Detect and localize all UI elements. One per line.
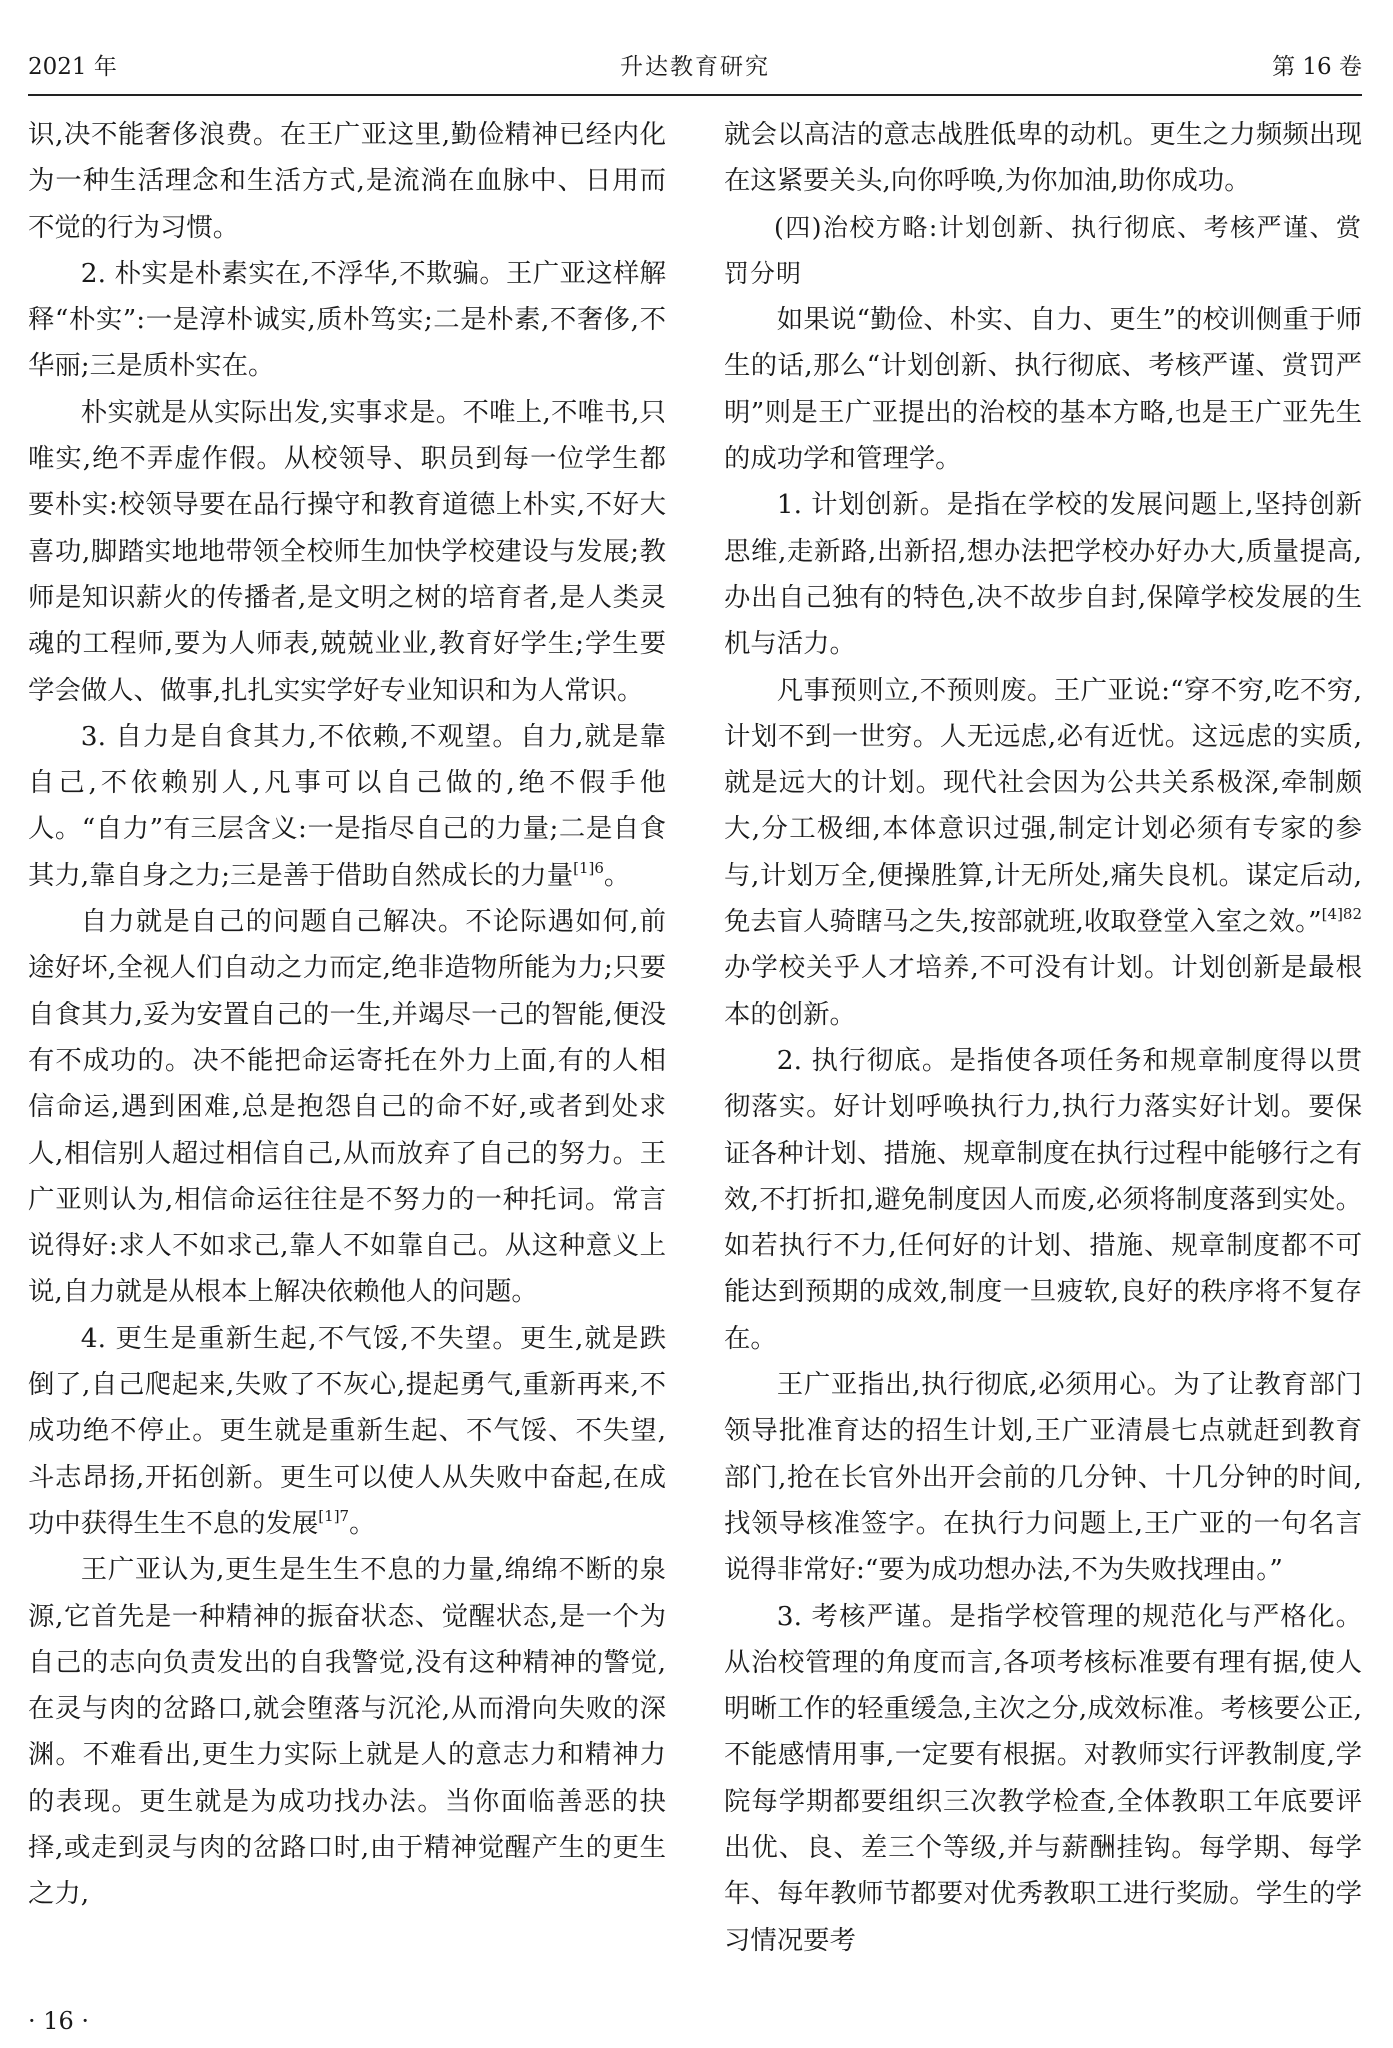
text-run: 。 <box>349 1507 376 1539</box>
text-run: 2. 执行彻底。是指使各项任务和规章制度得以贯彻落实。好计划呼唤执行力,执行力落实好计划。要保证各种计划、措施、规章制度在执行过程中能够行之有效,不打折扣,避免制度因人而废,必须将制度落到实处。如若执行不力,任何好的计划、措施、规章制度都不可能达到预期的成效,制度一旦疲软,良好的秩序将不复存在。 <box>724 1044 1362 1354</box>
header-year: 2021 年 <box>28 54 117 80</box>
text-run: 3. 考核严谨。是指学校管理的规范化与严格化。从治校管理的角度而言,各项考核标准要有理有据,使人明晰工作的轻重缓急,主次之分,成效标准。考核要公正,不能感情用事,一定要有根据。对教师实行评教制度,学院每学期都要组织三次教学检查,全体教职工年底要评出优、良、差三个等级,并与薪酬挂钩。每学期、每学年、每年教师节都要对优秀教职工进行奖励。学生的学习情况要考 <box>724 1600 1362 1956</box>
text-run: 4. 更生是重新生起,不气馁,不失望。更生,就是跌倒了,自己爬起来,失败了不灰心,提起勇气,重新再来,不成功绝不停止。更生就是重新生起、不气馁、不失望,斗志昂扬,开拓创新。更生可以使人从失败中奋起,在成功中获得生生不息的发展 <box>28 1322 666 1539</box>
text-run: 就会以高洁的意志战胜低卑的动机。更生之力频频出现在这紧要关头,向你呼唤,为你加油,助你成功。 <box>724 119 1362 197</box>
paragraph <box>724 1362 1362 1593</box>
right-column <box>724 112 1362 1964</box>
paragraph <box>724 482 1362 667</box>
paragraph <box>28 714 666 899</box>
text-run: 办学校关乎人才培养,不可没有计划。计划创新是最根本的创新。 <box>724 952 1362 1030</box>
text-run: 自力就是自己的问题自己解决。不论际遇如何,前途好坏,全视人们自动之力而定,绝非造物所能为力;只要自食其力,妥为安置自己的一生,并竭尽一己的智能,便没有不成功的。决不能把命运寄托在外力上面,有的人相信命运,遇到困难,总是抱怨自己的命不好,或者到处求人,相信别人超过相信自己,从而放弃了自己的努力。王广亚则认为,相信命运往往是不努力的一种托词。常言说得好:求人不如求己,靠人不如靠自己。从这种意义上说,自力就是从根本上解决依赖他人的问题。 <box>28 906 666 1308</box>
section-heading <box>724 205 1362 298</box>
text-run: 3. 自力是自食其力,不依赖,不观望。自力,就是靠自己,不依赖别人,凡事可以自己做的,绝不假手他人。“自力”有三层含义:一是指尽自己的力量;二是自食其力,靠自身之力;三是善于借助自然成长的力量 <box>28 720 666 891</box>
paragraph <box>724 668 1362 1038</box>
text-run: 凡事预则立,不预则废。王广亚说:“穿不穷,吃不穷,计划不到一世穷。人无远虑,必有近忧。这远虑的实质,就是远大的计划。现代社会因为公共关系极深,牵制颇大,分工极细,本体意识过强,制定计划必须有专家的参与,计划万全,便操胜算,计无所处,痛失良机。谋定后动,免去盲人骑瞎马之失,按部就班,收取登堂入室之效。” <box>724 674 1362 938</box>
paragraph <box>724 112 1362 205</box>
page-number: · 16 · <box>28 2007 90 2035</box>
text-run: 2. 朴实是朴素实在,不浮华,不欺骗。王广亚这样解释“朴实”:一是淳朴诚实,质朴笃实;二是朴素,不奢侈,不华丽;三是质朴实在。 <box>28 257 666 382</box>
paragraph <box>28 112 666 251</box>
text-run: 如果说“勤俭、朴实、自力、更生”的校训侧重于师生的话,那么“计划创新、执行彻底、考核严谨、赏罚严明”则是王广亚提出的治校的基本方略,也是王广亚先生的成功学和管理学。 <box>724 304 1362 475</box>
text-run: 王广亚认为,更生是生生不息的力量,绵绵不断的泉源,它首先是一种精神的振奋状态、觉醒状态,是一个为自己的志向负责发出的自我警觉,没有这种精神的警觉,在灵与肉的岔路口,就会堕落与沉沦,从而滑向失败的深渊。不难看出,更生力实际上就是人的意志力和精神力的表现。更生就是为成功找办法。当你面临善恶的抉择,或走到灵与肉的岔路口时,由于精神觉醒产生的更生之力, <box>28 1554 666 1910</box>
text-run: 王广亚指出,执行彻底,必须用心。为了让教育部门领导批准育达的招生计划,王广亚清晨七点就赶到教育部门,抢在长官外出开会前的几分钟、十几分钟的时间,找领导核准签字。在执行力问题上,王广亚的一句名言说得非常好:“要为成功想办法,不为失败找理由。” <box>724 1369 1362 1586</box>
paragraph <box>28 1547 666 1917</box>
text-run: 朴实就是从实际出发,实事求是。不唯上,不唯书,只唯实,绝不弄虚作假。从校领导、职员到每一位学生都要朴实:校领导要在品行操守和教育道德上朴实,不好大喜功,脚踏实地地带领全校师生加快学校建设与发展;教师是知识薪火的传播者,是文明之树的培育者,是人类灵魂的工程师,要为人师表,兢兢业业,教育好学生;学生要学会做人、做事,扎扎实实学好专业知识和为人常识。 <box>28 396 666 706</box>
paragraph <box>28 1316 666 1547</box>
paragraph <box>724 297 1362 482</box>
running-header <box>28 52 1362 92</box>
header-rule <box>28 94 1362 96</box>
paragraph <box>28 899 666 1316</box>
left-column <box>28 112 666 1918</box>
citation-reference: [1]6 <box>573 858 604 877</box>
paragraph <box>28 251 666 390</box>
text-run: 。 <box>603 859 631 891</box>
header-journal-title: 升达教育研究 <box>620 54 770 80</box>
text-run: (四)治校方略:计划创新、执行彻底、考核严谨、赏罚分明 <box>724 212 1362 288</box>
text-run: 1. 计划创新。是指在学校的发展问题上,坚持创新思维,走新路,出新招,想办法把学校办好办大,质量提高,办出自己独有的特色,决不故步自封,保障学校发展的生机与活力。 <box>724 489 1362 660</box>
citation-reference: [4]82 <box>1321 905 1363 924</box>
paragraph <box>28 390 666 714</box>
citation-reference: [1]7 <box>318 1506 350 1525</box>
header-volume: 第 16 卷 <box>1272 54 1362 80</box>
paragraph <box>724 1038 1362 1362</box>
text-run: 识,决不能奢侈浪费。在王广亚这里,勤俭精神已经内化为一种生活理念和生活方式,是流淌在血脉中、日用而不觉的行为习惯。 <box>28 119 666 243</box>
paragraph <box>724 1594 1362 1964</box>
